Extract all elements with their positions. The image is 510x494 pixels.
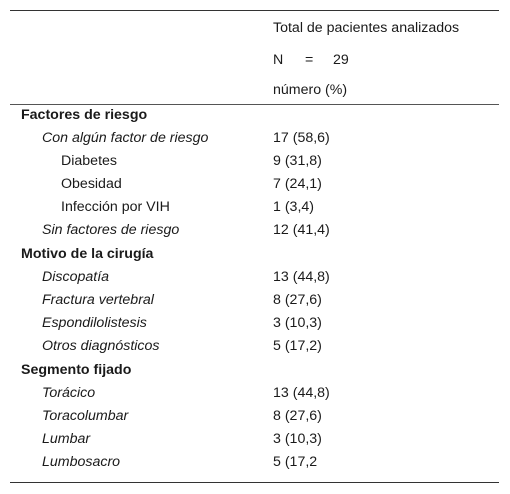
row-value: 5 (17,2) bbox=[273, 338, 322, 354]
section-heading-fixed-segment bbox=[10, 360, 499, 382]
n-symbol: N bbox=[273, 52, 284, 68]
row-value: 8 (27,6) bbox=[273, 292, 322, 308]
row-value: 5 (17,2 bbox=[273, 454, 318, 470]
patient-summary-table bbox=[10, 10, 499, 483]
row-value: 7 (24,1) bbox=[273, 176, 322, 192]
table-row bbox=[10, 128, 499, 150]
table-row bbox=[10, 290, 499, 312]
n-value: 29 bbox=[333, 52, 349, 68]
row-value: 1 (3,4) bbox=[273, 199, 315, 215]
section-heading-label: Segmento fijado bbox=[21, 362, 132, 378]
row-label: Lumbar bbox=[42, 431, 91, 447]
row-label: Obesidad bbox=[61, 176, 122, 192]
table-row bbox=[10, 336, 499, 358]
section-heading-surgery-reason bbox=[10, 244, 499, 266]
table-row bbox=[10, 151, 499, 173]
row-value: 8 (27,6) bbox=[273, 408, 322, 424]
row-label: Lumbosacro bbox=[42, 454, 121, 470]
table-row bbox=[10, 197, 499, 219]
row-value: 3 (10,3) bbox=[273, 431, 322, 447]
table-row bbox=[10, 406, 499, 428]
row-value: 13 (44,8) bbox=[273, 269, 330, 285]
row-value: 17 (58,6) bbox=[273, 130, 330, 146]
column-unit: número (%) bbox=[273, 82, 348, 98]
table-row bbox=[10, 429, 499, 451]
row-value: 9 (31,8) bbox=[273, 153, 322, 169]
table-header bbox=[10, 11, 499, 105]
row-label: Con algún factor de riesgo bbox=[42, 130, 209, 146]
row-label: Sin factores de riesgo bbox=[42, 222, 180, 238]
row-label: Torácico bbox=[42, 385, 96, 401]
row-value: 3 (10,3) bbox=[273, 315, 322, 331]
table-row bbox=[10, 313, 499, 335]
table-row bbox=[10, 267, 499, 289]
n-equals: = bbox=[305, 52, 314, 68]
row-value: 13 (44,8) bbox=[273, 385, 330, 401]
row-label: Espondilolistesis bbox=[42, 315, 147, 331]
table-row bbox=[10, 174, 499, 196]
row-label: Infección por VIH bbox=[61, 199, 170, 215]
row-label: Fractura vertebral bbox=[42, 292, 154, 308]
column-title: Total de pacientes analizados bbox=[273, 20, 460, 36]
section-heading-label: Motivo de la cirugía bbox=[21, 246, 154, 262]
table-row bbox=[10, 452, 499, 474]
sample-size bbox=[273, 52, 349, 68]
section-heading-risk-factors bbox=[10, 105, 499, 127]
table-row bbox=[10, 383, 499, 405]
row-label: Discopatía bbox=[42, 269, 110, 285]
row-label: Otros diagnósticos bbox=[42, 338, 160, 354]
row-label: Toracolumbar bbox=[42, 408, 129, 424]
section-heading-label: Factores de riesgo bbox=[21, 107, 148, 123]
row-value: 12 (41,4) bbox=[273, 222, 330, 238]
row-label: Diabetes bbox=[61, 153, 117, 169]
table-row bbox=[10, 220, 499, 242]
